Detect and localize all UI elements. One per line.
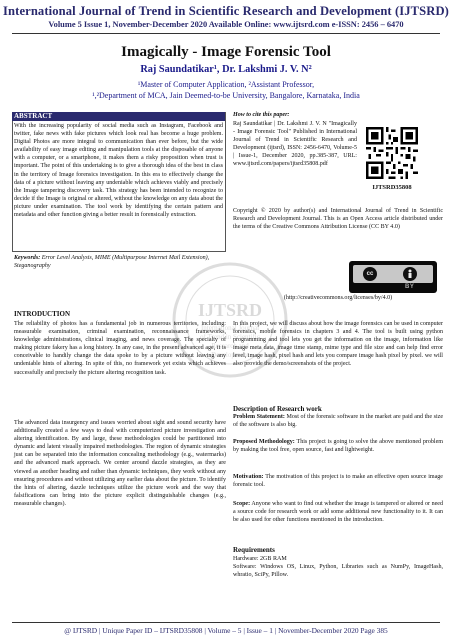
watermark-line1: International Journal — [200, 324, 260, 332]
intro-paragraph-1: The reliability of photos has a fundamental job in numerous territories, including: measurable examination, criminal examination, reconnaissance frameworks, knowledge administrations, clinical imaging, and news coverage. The specialty of making picture fakery has a long history. In any case, in the present advanced age, it is conceivable to handily change the data spoke to by a picture without leaving any undeniable hints of altering. In spite of this, no framework yet exists which achieves successfully and precisely the picture altering recognition task. — [14, 321, 226, 376]
person-icon — [403, 267, 417, 281]
volume-line: Volume 5 Issue 1, November-December 2020 Available Online: www.ijtsrd.com e-ISSN: 2456 – 6470 — [48, 20, 404, 29]
intro-paragraph-2: The advanced data insurgency and issues worried about sight and sound security have additionally created a few ways to deal with computerized picture investigation and altering identification. By and large, these methodologies could be partitioned into dynamic and latent visually impaired methodologies. The region of dynamic strategies just can be separated into the information concealing methodology (e.g., watermarks) and the advanced mark approach. We center around dazzle strategies, as they are viewed as another heading and rather than dynamic techniques, they work without any ensuring procedures and without utilizing any earlier data about the picture. To identify the hints of altering, dazzle techniques utilize the picture work and the way that falsifications can bring into the picture explicit distinguishable changes (e.g., measurable changes). — [14, 420, 226, 507]
journal-title: International Journal of Trend in Scientific Research and Development (IJTSRD) — [3, 4, 449, 18]
cc-badge-inner — [353, 265, 433, 283]
abstract-heading: ABSTRACT — [12, 112, 225, 121]
header-rule — [12, 33, 440, 34]
abstract-text: With the increasing popularity of social media such as Instagram, Facebook and twitter, fake news with fake pictures which look real has become a huge problem. Digital Photos are more integral to communication than ever before, but the wide availability of easy image editing and manipulation tools at the disposable of anyone with a computer, or a smartphone, it makes them a risky proposition when trust is important. The point of this undertaking is to give a thorough idea of the best in class in the territory of Image forensics investigation. In this era to effectively change the data of a picture without leaving any undeniable which achieves viably and precisely the Image tampering discovery task. This strategy has been intended to recognize to decide if the Image is original or altered, without the knowledge on any data about the picture under examination. The tool work by identifying the certain pattern and metadata and other function giving a better result in forensically extraction. — [14, 123, 223, 219]
keywords-text: Error Level Analysis, MIME (Multipurpose Internet Mail Extension), Steganography — [14, 255, 210, 270]
watermark-line4: Development — [211, 351, 249, 359]
requirements-heading: Requirements — [233, 546, 275, 554]
hardware-requirements: Hardware: 2GB RAM — [233, 556, 287, 562]
scope-label: Scope: — [233, 501, 251, 507]
proposed-methodology — [233, 438, 443, 454]
citation-block — [233, 112, 443, 120]
by-tag: BY — [405, 284, 415, 290]
keywords-label: Keywords: — [14, 255, 41, 261]
license-url: (http://creativecommons.org/licenses/by/4.0) — [283, 295, 393, 301]
page-footer: @ IJTSRD | Unique Paper ID – IJTSRD35808 | Volume – 5 | Issue – 1 | November-December 2020 Page 385 — [64, 626, 388, 635]
citation-heading: How to cite this paper: — [233, 112, 290, 118]
footer-rule — [12, 622, 440, 623]
scope — [233, 500, 443, 524]
scope-text: Anyone who want to find out whether the image is tampered or altered or need a source code for research work or add some additional new functionality to it. It can be also used for other functions mentioned in the introduction. — [233, 501, 443, 524]
watermark-brand: IJTSRD — [197, 300, 263, 320]
watermark-line2: of Trend in Scientific — [200, 333, 260, 341]
motivation — [233, 473, 443, 489]
introduction-heading: INTRODUCTION — [14, 310, 71, 318]
watermark-line3: Research and — [211, 342, 249, 350]
copyright-text: Copyright © 2020 by author(s) and International Journal of Trend in Scientific Research and Development Journal. This is an Open Access article distributed under the terms of the Creative Commons Attribution License (CC BY 4.0) — [233, 208, 443, 231]
authors: Raj Saundatikar¹, Dr. Lakshmi J. V. N² — [140, 64, 312, 75]
affiliation-2: ¹,²Department of MCA, Jain Deemed-to-be University, Bangalore, Karnataka, India — [92, 91, 360, 100]
problem-statement — [233, 413, 443, 429]
method-text: This project is going to solve the above mentioned problem by making the tool free, open source, fast and lightweight. — [233, 439, 443, 454]
cc-icon: cc — [363, 267, 377, 281]
software-requirements: Software: Windows OS, Linux, Python, Libraries such as NumPy, ImageHash, whratio, SciPy, Pillow. — [233, 564, 443, 579]
problem-label: Problem Statement: — [233, 414, 285, 420]
paper-title: Imagically - Image Forensic Tool — [121, 44, 331, 60]
by-person-icon — [403, 267, 417, 281]
copyright-text-top — [233, 207, 443, 231]
affiliation-1: ¹Master of Computer Application, ²Assistant Professor, — [137, 80, 315, 89]
problem-text: Most of the forensic software in the market are paid and the size of the software is also big. — [233, 414, 444, 429]
motivation-text: The motivation of this project is to make an effective open source image forensic tool. — [233, 474, 443, 489]
citation-text: Raj Saundatikar | Dr. Lakshmi J. V. N "Imagically - Image Forensic Tool" Published in International Journal of Trend in Scientific Research and Development (ijtsrd), ISSN: 2456-6470, Volume-5 | Issue-1, December 2020, pp.385-387, URL: www.ijtsrd.com/papers/ijtsrd35808.pdf — [233, 121, 357, 168]
qr-label: IJTSRD35808 — [372, 184, 412, 191]
right-paragraph-1: In this project, we will discuss about how the image forensics can be used in computer forensics, mobile forensics in chapters 3 and 4. The tool is built using python programming and tool lets you get the information on the image, information like image meta data, image time stamp, mime type and file size and can help find error level, image hash, pixel hash and lets you compare image hash pixel by pixel. we will also provide the demo/screenshots of the project. — [233, 321, 443, 368]
motivation-label: Motivation: — [233, 474, 264, 480]
cc-by-badge[interactable] — [349, 261, 437, 293]
qr-code — [366, 127, 418, 179]
description-heading: Description of Research work — [233, 405, 322, 413]
method-label: Proposed Methodology: — [233, 439, 295, 445]
